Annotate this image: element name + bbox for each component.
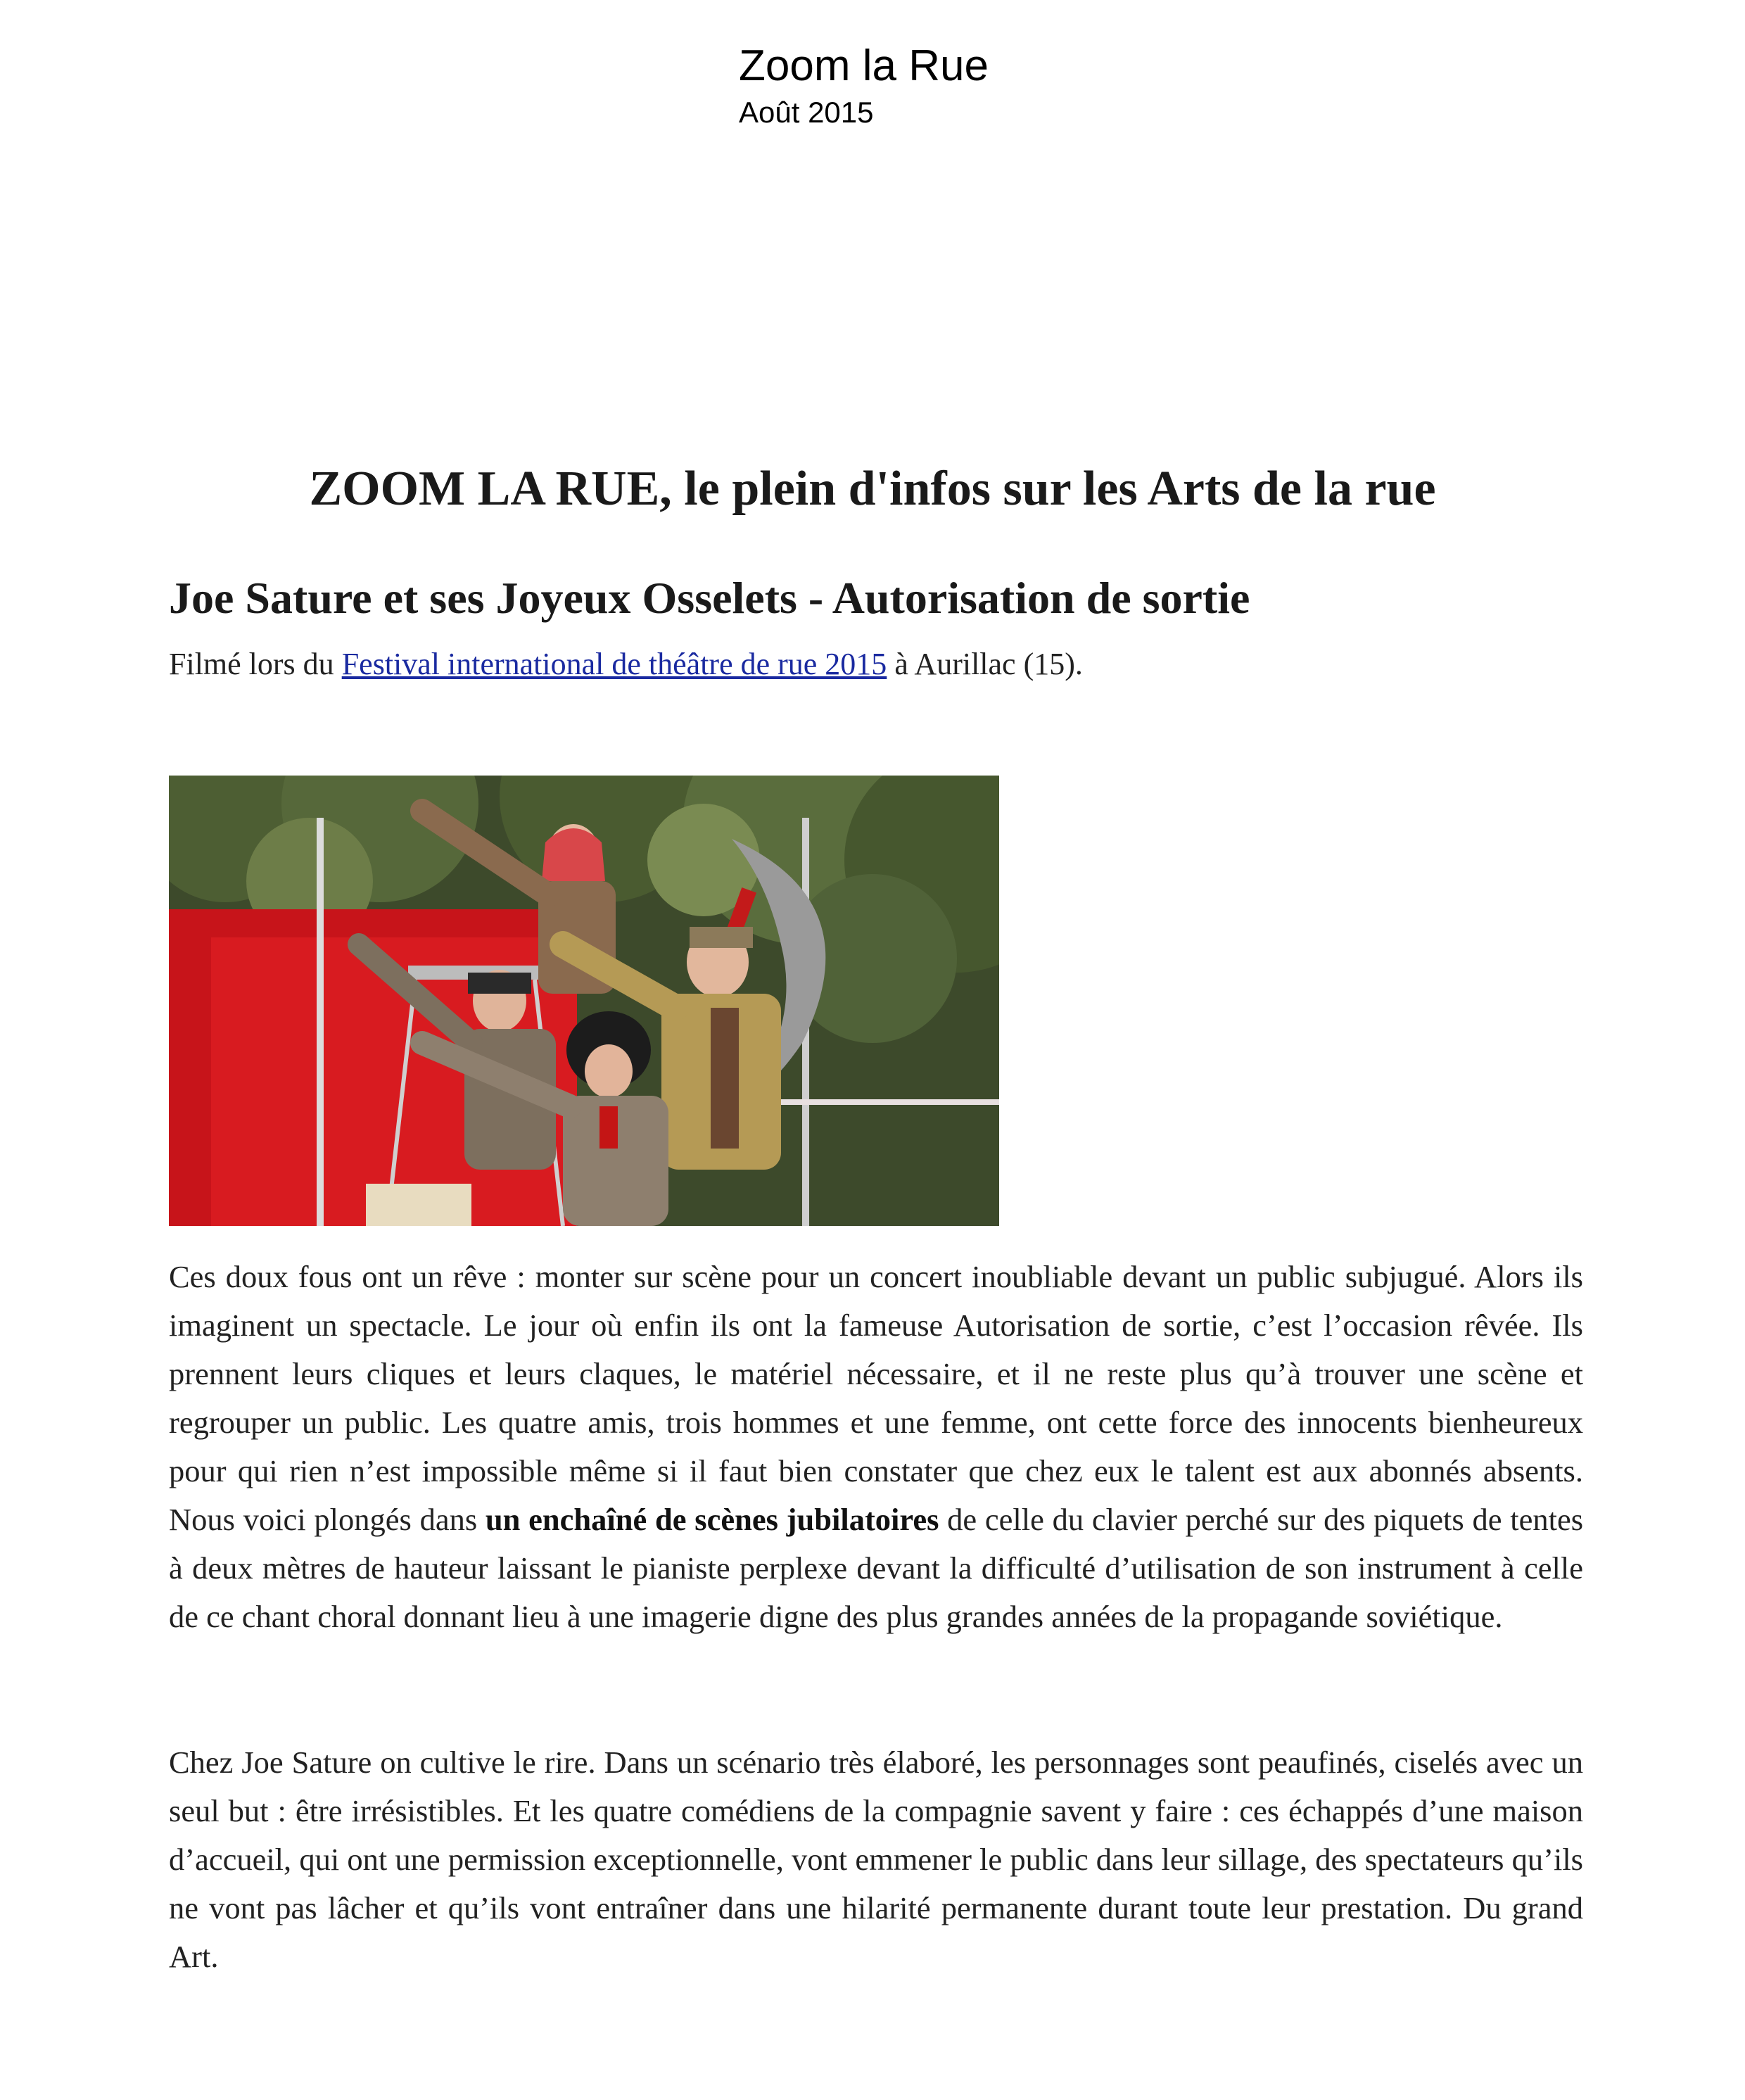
publication-date: Août 2015	[739, 96, 874, 129]
publication-name: Zoom la Rue	[739, 42, 989, 90]
filmed-suffix: à Aurillac (15).	[894, 647, 1083, 681]
filmed-line	[169, 643, 1083, 685]
performance-photo	[169, 776, 999, 1226]
article-title: Joe Sature et ses Joyeux Osselets - Autorisation de sortie	[169, 573, 1250, 623]
paragraph-1-bold: un enchaîné de scènes jubilatoires	[485, 1502, 939, 1537]
paragraph-1-text-continued: de celle du clavier perché sur des piquets de tentes à deux mètres de hauteur laissant le pianiste perplexe devant la difficulté d’utilisation de son instrument à celle de ce chant choral donnant lieu à une imagerie digne des plus grandes années de la propagande soviétique.	[169, 1502, 1584, 1634]
main-title: ZOOM LA RUE, le plein d'infos sur les Arts de la rue	[309, 462, 1436, 516]
filmed-prefix: Filmé lors du	[169, 647, 334, 681]
page-header	[739, 39, 989, 131]
festival-link[interactable]: Festival international de théâtre de rue 2015	[341, 647, 887, 681]
article-paragraph-2: Chez Joe Sature on cultive le rire. Dans un scénario très élaboré, les personnages sont peaufinés, ciselés avec un seul but : être irrésistibles. Et les quatre comédiens de la compagnie savent y faire : ces échappés d’une maison d’accueil, qui ont une permission exceptionnelle, vont emmener le public dans leur sillage, des spectateurs qu’ils ne vont pas lâcher et qu’ils vont entraîner dans une hilarité permanente durant toute leur prestation. Du grand Art.	[169, 1745, 1583, 1974]
article-paragraph-1	[169, 1253, 1583, 1641]
paragraph-1-text: Ces doux fous ont un rêve : monter sur scène pour un concert inoubliable devant un public subjugué. Alors ils imaginent un spectacle. Le jour où enfin ils ont la fameuse Autorisation de sortie, c’est l’occasion rêvée. Ils prennent leurs cliques et leurs claques, le matériel nécessaire, et il ne reste plus qu’à trouver une scène et regrouper un public. Les quatre amis, trois hommes et une femme, ont cette force des innocents bienheureux pour qui rien n’est impossible même si il faut bien constater que chez eux le talent est aux abonnés absents. Nous voici plongés dans	[169, 1259, 1583, 1537]
